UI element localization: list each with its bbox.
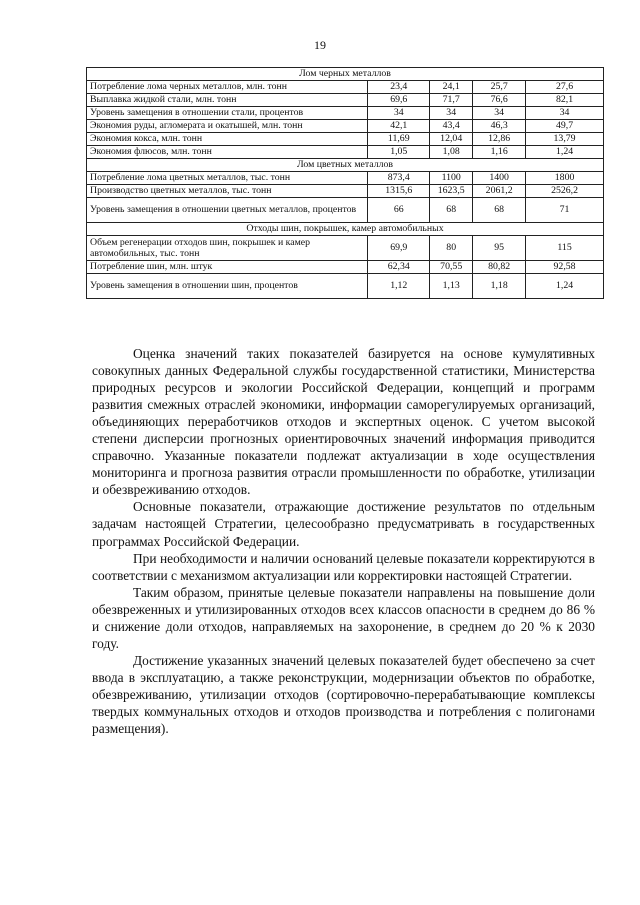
paragraph: Достижение указанных значений целевых показателей будет обеспечено за счет ввода в эксплуатацию, а также реконструкции, модернизации объектов по обработке, обезвреживанию, утилизации отходов (сортировочно-перерабатывающие комплексы твердых коммунальных отходов и отходов производства и потребления с полигонами размещения). — [92, 652, 595, 737]
cell-value: 1,08 — [430, 146, 473, 159]
cell-value: 1623,5 — [430, 185, 473, 198]
cell-value: 873,4 — [368, 172, 430, 185]
row-label: Производство цветных металлов, тыс. тонн — [87, 185, 368, 198]
paragraph: При необходимости и наличии оснований целевые показатели корректируются в соответствии с механизмом актуализации или корректировки настоящей Стратегии. — [92, 550, 595, 583]
section-title: Лом черных металлов — [87, 68, 604, 81]
table-row — [87, 185, 604, 198]
paragraph: Оценка значений таких показателей базируется на основе кумулятивных совокупных данных Федеральной службы государственной статистики, Министерства природных ресурсов и экологии Российской Федерации, концепций и программ развития смежных отраслей экономики, информации саморегулируемых организаций, объединяющих переработчиков отходов и экспертных оценок. С учетом высокой степени дисперсии прогнозных ориентировочных значений информация приводится справочно. Указанные показатели подлежат актуализации в ходе осуществления мониторинга и прогноза развития отрасли промышленности по обработке, утилизации и обезвреживанию отходов. — [92, 346, 595, 498]
cell-value: 43,4 — [430, 120, 473, 133]
table-row — [87, 94, 604, 107]
row-label: Потребление шин, млн. штук — [87, 261, 368, 274]
cell-value: 24,1 — [430, 81, 473, 94]
row-label: Объем регенерации отходов шин, покрышек и камер автомобильных, тыс. тонн — [87, 236, 368, 261]
row-label: Уровень замещения в отношении цветных металлов, процентов — [87, 198, 368, 223]
cell-value: 1,13 — [430, 274, 473, 299]
page-number: 19 — [314, 38, 326, 52]
cell-value: 13,79 — [526, 133, 604, 146]
table-row — [87, 274, 604, 299]
cell-value: 115 — [526, 236, 604, 261]
row-label: Экономия руды, агломерата и окатышей, млн. тонн — [87, 120, 368, 133]
cell-value: 1800 — [526, 172, 604, 185]
table-row — [87, 107, 604, 120]
cell-value: 82,1 — [526, 94, 604, 107]
row-label: Экономия кокса, млн. тонн — [87, 133, 368, 146]
cell-value: 12,04 — [430, 133, 473, 146]
cell-value: 42,1 — [368, 120, 430, 133]
cell-value: 62,34 — [368, 261, 430, 274]
cell-value: 12,86 — [473, 133, 526, 146]
cell-value: 46,3 — [473, 120, 526, 133]
paragraph: Таким образом, принятые целевые показатели направлены на повышение доли обезвреженных и утилизированных отходов всех классов опасности в среднем до 86 % и снижение доли отходов, направляемых на захоронение, в среднем до 20 % к 2030 году. — [92, 584, 595, 651]
cell-value: 2061,2 — [473, 185, 526, 198]
cell-value: 1100 — [430, 172, 473, 185]
cell-value: 1,12 — [368, 274, 430, 299]
cell-value: 68 — [473, 198, 526, 223]
cell-value: 71 — [526, 198, 604, 223]
cell-value: 34 — [473, 107, 526, 120]
table-row — [87, 198, 604, 223]
table-row — [87, 120, 604, 133]
cell-value: 34 — [368, 107, 430, 120]
cell-value: 80,82 — [473, 261, 526, 274]
table-row — [87, 81, 604, 94]
cell-value: 95 — [473, 236, 526, 261]
row-label: Экономия флюсов, млн. тонн — [87, 146, 368, 159]
cell-value: 49,7 — [526, 120, 604, 133]
table-row — [87, 236, 604, 261]
cell-value: 34 — [430, 107, 473, 120]
cell-value: 25,7 — [473, 81, 526, 94]
table-row — [87, 172, 604, 185]
cell-value: 11,69 — [368, 133, 430, 146]
table-section-header — [87, 68, 604, 81]
table-row — [87, 261, 604, 274]
section-title: Отходы шин, покрышек, камер автомобильных — [87, 223, 604, 236]
table-section-header — [87, 223, 604, 236]
paragraph: Основные показатели, отражающие достижение результатов по отдельным задачам настоящей Стратегии, целесообразно предусматривать в государственных программах Российской Федерации. — [92, 499, 595, 549]
section-title: Лом цветных металлов — [87, 159, 604, 172]
cell-value: 1315,6 — [368, 185, 430, 198]
cell-value: 69,9 — [368, 236, 430, 261]
cell-value: 71,7 — [430, 94, 473, 107]
cell-value: 23,4 — [368, 81, 430, 94]
cell-value: 1,05 — [368, 146, 430, 159]
cell-value: 1,18 — [473, 274, 526, 299]
cell-value: 76,6 — [473, 94, 526, 107]
body-text — [92, 345, 595, 737]
cell-value: 68 — [430, 198, 473, 223]
row-label: Уровень замещения в отношении стали, процентов — [87, 107, 368, 120]
cell-value: 1,16 — [473, 146, 526, 159]
cell-value: 66 — [368, 198, 430, 223]
cell-value: 1400 — [473, 172, 526, 185]
cell-value: 1,24 — [526, 274, 604, 299]
cell-value: 69,6 — [368, 94, 430, 107]
cell-value: 34 — [526, 107, 604, 120]
cell-value: 27,6 — [526, 81, 604, 94]
cell-value: 1,24 — [526, 146, 604, 159]
row-label: Уровень замещения в отношении шин, процентов — [87, 274, 368, 299]
table-section-header — [87, 159, 604, 172]
cell-value: 2526,2 — [526, 185, 604, 198]
cell-value: 92,58 — [526, 261, 604, 274]
cell-value: 80 — [430, 236, 473, 261]
table-row — [87, 146, 604, 159]
indicators-table — [86, 67, 604, 299]
row-label: Потребление лома черных металлов, млн. тонн — [87, 81, 368, 94]
table-row — [87, 133, 604, 146]
row-label: Выплавка жидкой стали, млн. тонн — [87, 94, 368, 107]
row-label: Потребление лома цветных металлов, тыс. тонн — [87, 172, 368, 185]
cell-value: 70,55 — [430, 261, 473, 274]
